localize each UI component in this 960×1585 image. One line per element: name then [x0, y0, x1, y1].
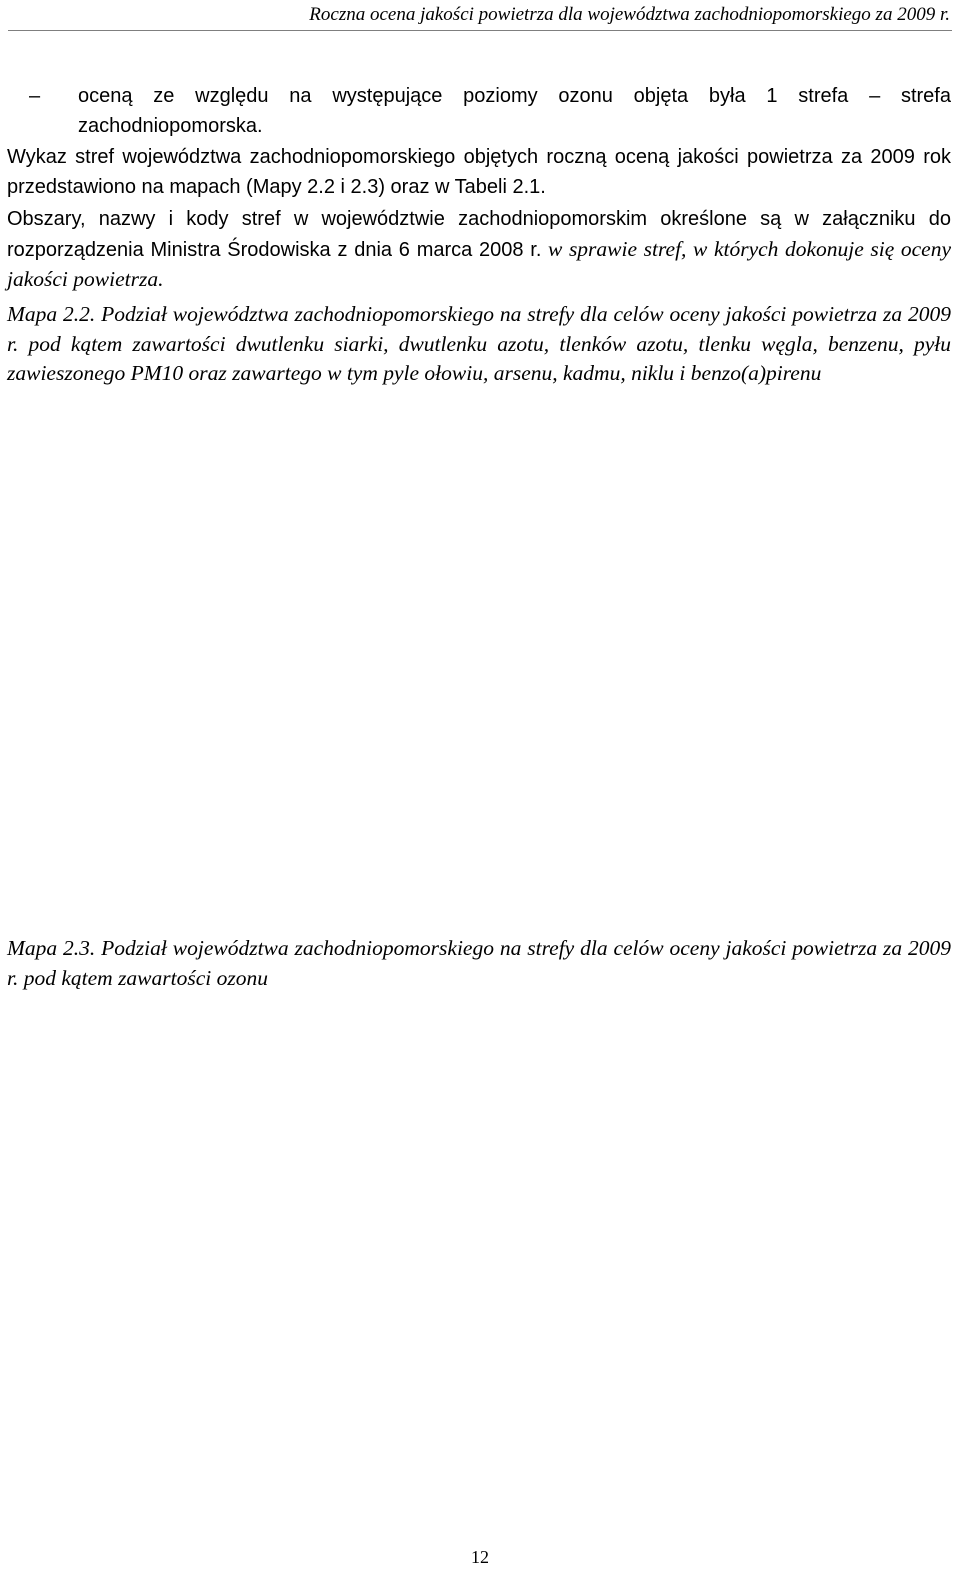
header-rule [8, 30, 952, 31]
map-2-2-caption: Mapa 2.2. Podział województwa zachodniopomorskiego na strefy dla celów oceny jakości powietrza za 2009 r. pod kątem zawartości dwutlenku siarki, dwutlenku azotu, tlenków azotu, tlenku węgla, benzenu, pyłu zawieszonego PM10 oraz zawartego w tym pyle ołowiu, arsenu, kadmu, niklu i benzo(a)pirenu [7, 302, 951, 385]
paragraph-zone-list: Wykaz stref województwa zachodniopomorskiego objętych roczną oceną jakości powietrza za 2009 rok przedstawiono na mapach (Mapy 2.2 i 2.3) oraz w Tabeli 2.1. [7, 146, 951, 198]
running-header: Roczna ocena jakości powietrza dla województwa zachodniopomorskiego za 2009 r. [309, 4, 950, 25]
regulation-text: Obszary, nazwy i kody stref w województwie zachodniopomorskim określone są w załączniku do rozporządzenia Ministra Środowiska z dnia 6 marca 2008 r. [7, 208, 951, 261]
paragraph-regulation [7, 204, 951, 295]
bullet-dash: – [29, 85, 41, 107]
bullet-text: oceną ze względu na występujące poziomy ozonu objęta była 1 strefa – strefa zachodniopomorska. [78, 85, 951, 137]
bullet-item-ozone [30, 82, 951, 141]
map-2-3-caption: Mapa 2.3. Podział województwa zachodniopomorskiego na strefy dla celów oceny jakości powietrza za 2009 r. pod kątem zawartości ozonu [7, 936, 951, 990]
page-number: 12 [471, 1547, 489, 1567]
regulation-title: w sprawie stref, w których dokonuje się oceny jakości powietrza. [7, 236, 951, 291]
map-2-3-area [7, 1000, 951, 1500]
map-2-2-area [7, 425, 951, 920]
